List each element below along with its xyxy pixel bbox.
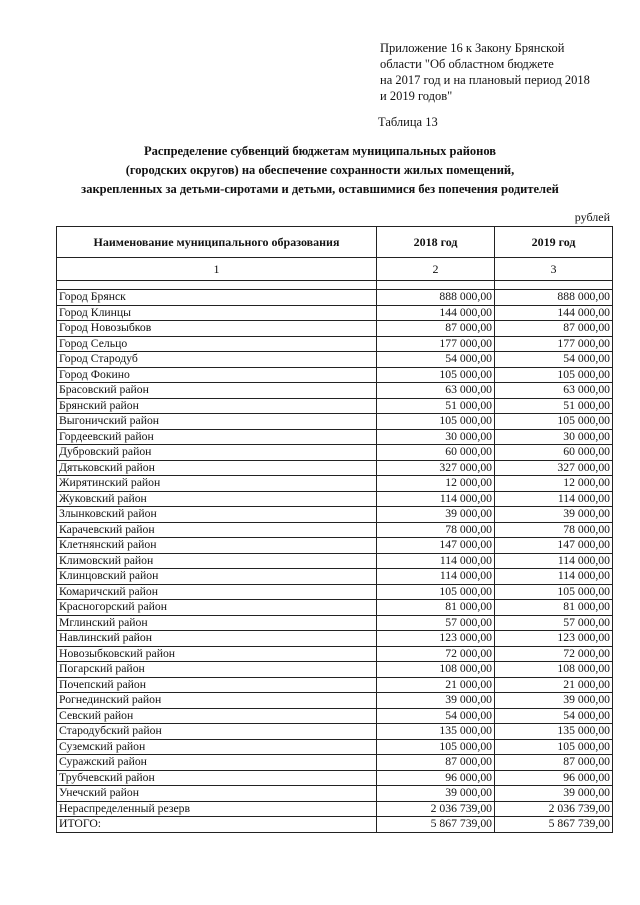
value-2018-cell: 30 000,00	[377, 429, 495, 445]
value-2018-cell: 78 000,00	[377, 522, 495, 538]
table-row	[57, 538, 613, 554]
table-row	[57, 305, 613, 321]
column-number: 2	[377, 258, 495, 281]
municipality-name-cell: Город Новозыбков	[57, 321, 377, 337]
value-2018-cell: 2 036 739,00	[377, 801, 495, 817]
table-row	[57, 367, 613, 383]
table-row	[57, 460, 613, 476]
value-2018-cell: 87 000,00	[377, 755, 495, 771]
municipality-name-cell: Город Стародуб	[57, 352, 377, 368]
municipality-name-cell: Нераспределенный резерв	[57, 801, 377, 817]
spacer-cell	[377, 281, 495, 290]
municipality-name-cell: Суражский район	[57, 755, 377, 771]
title-line: Распределение субвенций бюджетам муниципальных районов	[143, 144, 497, 158]
value-2019-cell: 60 000,00	[495, 445, 613, 461]
municipality-name-cell: Брянский район	[57, 398, 377, 414]
table-row	[57, 693, 613, 709]
table-row	[57, 662, 613, 678]
value-2019-cell: 57 000,00	[495, 615, 613, 631]
value-2019-cell: 2 036 739,00	[495, 801, 613, 817]
value-2018-cell: 51 000,00	[377, 398, 495, 414]
value-2019-cell: 72 000,00	[495, 646, 613, 662]
value-2018-cell: 888 000,00	[377, 290, 495, 306]
municipality-name-cell: ИТОГО:	[57, 817, 377, 833]
value-2019-cell: 105 000,00	[495, 739, 613, 755]
appendix-line: и 2019 годов"	[380, 89, 453, 103]
municipality-name-cell: Город Фокино	[57, 367, 377, 383]
municipality-name-cell: Комаричский район	[57, 584, 377, 600]
header-spacer-row	[57, 281, 613, 290]
appendix-reference	[380, 40, 620, 104]
column-header-2019: 2019 год	[495, 227, 613, 258]
table-row	[57, 507, 613, 523]
value-2018-cell: 114 000,00	[377, 569, 495, 585]
municipality-name-cell: Климовский район	[57, 553, 377, 569]
value-2018-cell: 123 000,00	[377, 631, 495, 647]
value-2019-cell: 87 000,00	[495, 321, 613, 337]
table-row	[57, 801, 613, 817]
table-number: Таблица 13	[378, 115, 438, 129]
table-row	[57, 770, 613, 786]
municipality-name-cell: Клетнянский район	[57, 538, 377, 554]
column-header-2018: 2018 год	[377, 227, 495, 258]
value-2019-cell: 12 000,00	[495, 476, 613, 492]
table-row	[57, 600, 613, 616]
value-2019-cell: 87 000,00	[495, 755, 613, 771]
value-2018-cell: 54 000,00	[377, 352, 495, 368]
table-row	[57, 615, 613, 631]
table-row	[57, 522, 613, 538]
municipality-name-cell: Суземский район	[57, 739, 377, 755]
spacer-cell	[57, 281, 377, 290]
value-2018-cell: 114 000,00	[377, 491, 495, 507]
value-2019-cell: 888 000,00	[495, 290, 613, 306]
subvention-table	[56, 226, 613, 833]
value-2019-cell: 96 000,00	[495, 770, 613, 786]
municipality-name-cell: Выгоничский район	[57, 414, 377, 430]
table-row	[57, 708, 613, 724]
appendix-line: на 2017 год и на плановый период 2018	[380, 73, 590, 87]
appendix-line: Приложение 16 к Закону Брянской	[380, 41, 565, 55]
value-2019-cell: 78 000,00	[495, 522, 613, 538]
value-2018-cell: 63 000,00	[377, 383, 495, 399]
value-2018-cell: 108 000,00	[377, 662, 495, 678]
value-2019-cell: 135 000,00	[495, 724, 613, 740]
value-2018-cell: 105 000,00	[377, 739, 495, 755]
value-2018-cell: 327 000,00	[377, 460, 495, 476]
municipality-name-cell: Унечский район	[57, 786, 377, 802]
value-2019-cell: 39 000,00	[495, 507, 613, 523]
title-line: закрепленных за детьми-сиротами и детьми, оставшимися без попечения родителей	[81, 182, 559, 196]
value-2018-cell: 135 000,00	[377, 724, 495, 740]
value-2019-cell: 105 000,00	[495, 414, 613, 430]
column-header-name: Наименование муниципального образования	[57, 227, 377, 258]
units-label: рублей	[574, 210, 610, 224]
municipality-name-cell: Рогнединский район	[57, 693, 377, 709]
table-row	[57, 724, 613, 740]
table-row	[57, 677, 613, 693]
table-header-row	[57, 227, 613, 258]
table-body	[57, 290, 613, 833]
value-2018-cell: 12 000,00	[377, 476, 495, 492]
value-2018-cell: 105 000,00	[377, 367, 495, 383]
table-row	[57, 631, 613, 647]
value-2018-cell: 5 867 739,00	[377, 817, 495, 833]
value-2018-cell: 57 000,00	[377, 615, 495, 631]
table-row	[57, 584, 613, 600]
value-2019-cell: 105 000,00	[495, 584, 613, 600]
municipality-name-cell: Погарский район	[57, 662, 377, 678]
municipality-name-cell: Дятьковский район	[57, 460, 377, 476]
value-2019-cell: 39 000,00	[495, 786, 613, 802]
value-2019-cell: 114 000,00	[495, 569, 613, 585]
title-line: (городских округов) на обеспечение сохранности жилых помещений,	[125, 163, 515, 177]
table-row	[57, 398, 613, 414]
table-row	[57, 491, 613, 507]
municipality-name-cell: Карачевский район	[57, 522, 377, 538]
table-row	[57, 352, 613, 368]
municipality-name-cell: Стародубский район	[57, 724, 377, 740]
value-2018-cell: 147 000,00	[377, 538, 495, 554]
value-2018-cell: 177 000,00	[377, 336, 495, 352]
table-row	[57, 786, 613, 802]
municipality-name-cell: Клинцовский район	[57, 569, 377, 585]
value-2018-cell: 39 000,00	[377, 507, 495, 523]
value-2018-cell: 60 000,00	[377, 445, 495, 461]
value-2018-cell: 39 000,00	[377, 786, 495, 802]
municipality-name-cell: Севский район	[57, 708, 377, 724]
municipality-name-cell: Брасовский район	[57, 383, 377, 399]
table-row	[57, 569, 613, 585]
municipality-name-cell: Жирятинский район	[57, 476, 377, 492]
value-2019-cell: 5 867 739,00	[495, 817, 613, 833]
municipality-name-cell: Город Брянск	[57, 290, 377, 306]
table-row	[57, 755, 613, 771]
value-2019-cell: 123 000,00	[495, 631, 613, 647]
value-2018-cell: 96 000,00	[377, 770, 495, 786]
value-2019-cell: 105 000,00	[495, 367, 613, 383]
value-2018-cell: 39 000,00	[377, 693, 495, 709]
value-2018-cell: 144 000,00	[377, 305, 495, 321]
value-2019-cell: 327 000,00	[495, 460, 613, 476]
municipality-name-cell: Дубровский район	[57, 445, 377, 461]
value-2018-cell: 81 000,00	[377, 600, 495, 616]
value-2019-cell: 81 000,00	[495, 600, 613, 616]
value-2019-cell: 114 000,00	[495, 553, 613, 569]
value-2019-cell: 144 000,00	[495, 305, 613, 321]
table-row	[57, 739, 613, 755]
value-2019-cell: 51 000,00	[495, 398, 613, 414]
table-row	[57, 476, 613, 492]
table-row	[57, 336, 613, 352]
document-title	[40, 142, 600, 199]
municipality-name-cell: Красногорский район	[57, 600, 377, 616]
table-row	[57, 290, 613, 306]
column-number-row	[57, 258, 613, 281]
table-row	[57, 321, 613, 337]
municipality-name-cell: Город Сельцо	[57, 336, 377, 352]
value-2018-cell: 54 000,00	[377, 708, 495, 724]
municipality-name-cell: Мглинский район	[57, 615, 377, 631]
appendix-line: области "Об областном бюджете	[380, 57, 554, 71]
value-2018-cell: 105 000,00	[377, 414, 495, 430]
value-2019-cell: 54 000,00	[495, 708, 613, 724]
value-2019-cell: 54 000,00	[495, 352, 613, 368]
municipality-name-cell: Город Клинцы	[57, 305, 377, 321]
value-2019-cell: 21 000,00	[495, 677, 613, 693]
municipality-name-cell: Гордеевский район	[57, 429, 377, 445]
column-number: 3	[495, 258, 613, 281]
municipality-name-cell: Навлинский район	[57, 631, 377, 647]
municipality-name-cell: Новозыбковский район	[57, 646, 377, 662]
table-row	[57, 817, 613, 833]
table-row	[57, 445, 613, 461]
value-2018-cell: 72 000,00	[377, 646, 495, 662]
value-2019-cell: 63 000,00	[495, 383, 613, 399]
value-2018-cell: 21 000,00	[377, 677, 495, 693]
table-row	[57, 553, 613, 569]
table-row	[57, 414, 613, 430]
value-2019-cell: 30 000,00	[495, 429, 613, 445]
table-row	[57, 646, 613, 662]
municipality-name-cell: Жуковский район	[57, 491, 377, 507]
table-row	[57, 429, 613, 445]
value-2018-cell: 105 000,00	[377, 584, 495, 600]
column-number: 1	[57, 258, 377, 281]
municipality-name-cell: Злынковский район	[57, 507, 377, 523]
value-2019-cell: 147 000,00	[495, 538, 613, 554]
value-2019-cell: 108 000,00	[495, 662, 613, 678]
value-2018-cell: 114 000,00	[377, 553, 495, 569]
municipality-name-cell: Почепский район	[57, 677, 377, 693]
value-2019-cell: 177 000,00	[495, 336, 613, 352]
value-2019-cell: 39 000,00	[495, 693, 613, 709]
table-row	[57, 383, 613, 399]
value-2018-cell: 87 000,00	[377, 321, 495, 337]
value-2019-cell: 114 000,00	[495, 491, 613, 507]
spacer-cell	[495, 281, 613, 290]
municipality-name-cell: Трубчевский район	[57, 770, 377, 786]
